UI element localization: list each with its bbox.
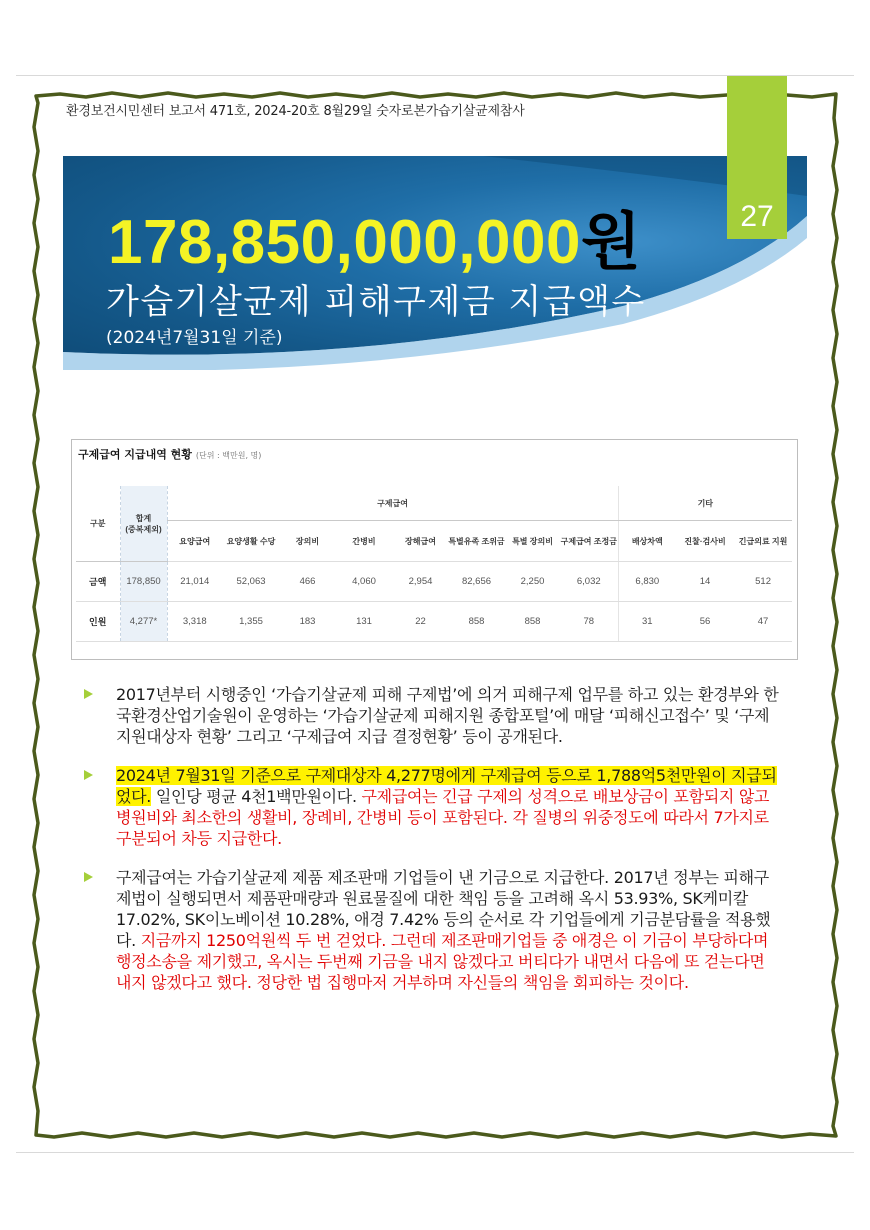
relief-table-panel [71,439,798,660]
page-number: 27 [740,200,774,233]
bottom-rule [16,1152,854,1153]
table-cell: 47 [734,602,792,642]
table-cell: 22 [393,602,448,642]
table-cell: 2,250 [505,562,560,602]
table-cell: 6,032 [560,562,618,602]
total-cell: 4,277* [120,602,167,642]
row-label: 금액 [76,562,120,602]
table-cell: 858 [448,602,505,642]
amount-unit: 원 [580,208,642,277]
column-header: 긴급의료 지원 [734,521,792,562]
table-cell: 56 [676,602,734,642]
column-header: 장의비 [280,521,335,562]
table-row-amount [76,562,792,602]
table-cell: 512 [734,562,792,602]
column-header: 장해급여 [393,521,448,562]
table-cell: 183 [280,602,335,642]
relief-payment-table [76,486,792,642]
table-cell: 1,355 [222,602,280,642]
table-cell: 52,063 [222,562,280,602]
table-cell: 466 [280,562,335,602]
bullet-text: 2017년부터 시행중인 ‘가습기살균제 피해 구제법’에 의거 피해구제 업무를 하고 있는 환경부와 한국환경산업기술원이 운영하는 ‘가습기살균제 피해지원 종합포털’에 매달 ‘피해신고접수’ 및 ‘구제지원대상자 현황’ 그리고 ‘구제급여 지급 결정현황’ 등이 공개된다. [116,685,779,746]
table-cell: 3,318 [167,602,222,642]
table-cell: 21,014 [167,562,222,602]
table-cell: 78 [560,602,618,642]
column-header: 요양생활 수당 [222,521,280,562]
bullet-text: 구제급여는 가습기살균제 제품 제조판매 기업들이 낸 기금으로 지급한다. 2017년 정부는 피해구제법이 실행되면서 제품판매량과 원료물질에 대한 책임 등을 고려해 옥시 53.93%, SK케미칼 17.02%, SK이노베이션 10.28%, 애경 7.42% 등의 순서로 각 기업들에게 기금분담률을 적용했다. [116,868,771,950]
group-header-relief: 구제급여 [167,486,618,521]
table-cell: 14 [676,562,734,602]
total-cell: 178,850 [120,562,167,602]
group-header-other: 기타 [618,486,792,521]
bullet-item [84,765,784,849]
table-cell: 131 [335,602,393,642]
corner-header: 구분 [76,486,120,562]
amount-value: 178,850,000,000 [108,208,581,277]
table-cell: 6,830 [618,562,676,602]
bullet-list [84,684,784,993]
column-header: 특별 장의비 [505,521,560,562]
column-header: 배상차액 [618,521,676,562]
bullet-text: 일인당 평균 4천1백만원이다. [151,787,362,806]
bullet-item [84,867,784,993]
column-header: 간병비 [335,521,393,562]
column-header: 요양급여 [167,521,222,562]
triangle-bullet-icon [84,689,93,699]
column-header: 특별유족 조위금 [448,521,505,562]
payout-amount [108,208,641,278]
table-cell: 31 [618,602,676,642]
table-cell: 4,060 [335,562,393,602]
table-row-people [76,602,792,642]
table-title-text: 구제급여 지급내역 현황 [78,448,192,461]
bullet-item [84,684,784,747]
highlighted-text: 2024년 7월31일 기준으로 구제대상자 4,277명에게 구제급여 등으로 1,788억5천만원이 지급되었다. [116,766,777,806]
column-header: 구제급여 조정금 [560,521,618,562]
triangle-bullet-icon [84,770,93,780]
total-header-line2: (중복제외) [125,524,162,534]
banner-subtitle: 가습기살균제 피해구제금 지급액수 [106,282,646,322]
row-label: 인원 [76,602,120,642]
total-header-line1: 합계 [135,513,152,523]
table-cell: 2,954 [393,562,448,602]
triangle-bullet-icon [84,872,93,882]
table-unit: (단위 : 백만원, 명) [195,451,262,460]
table-title [78,446,261,462]
banner-date-note: (2024년7월31일 기준) [106,328,283,348]
total-header [120,486,167,562]
report-header: 환경보건시민센터 보고서 471호, 2024-20호 8월29일 숫자로본가습기살균제참사 [66,104,525,119]
emphasis-text: 지금까지 1250억원씩 두 번 걷었다. 그런데 제조판매기업들 중 애경은 이 기금이 부당하다며 행정소송을 제기했고, 옥시는 두번째 기금을 내지 않겠다고 버티다가 내면서 다음에 또 걷는다면 내지 않겠다고 했다. 정당한 법 집행마저 거부하며 자신들의 책임을 회피하는 것이다. [116,931,769,992]
table-cell: 82,656 [448,562,505,602]
table-cell: 858 [505,602,560,642]
emphasis-text: 구제급여는 긴급 구제의 성격으로 배보상금이 포함되지 않고 병원비와 최소한의 생활비, 장례비, 간병비 등이 포함된다. 각 질병의 위중정도에 따라서 7가지로 구분되어 차등 지급한다. [116,787,770,848]
column-header: 진찰·검사비 [676,521,734,562]
